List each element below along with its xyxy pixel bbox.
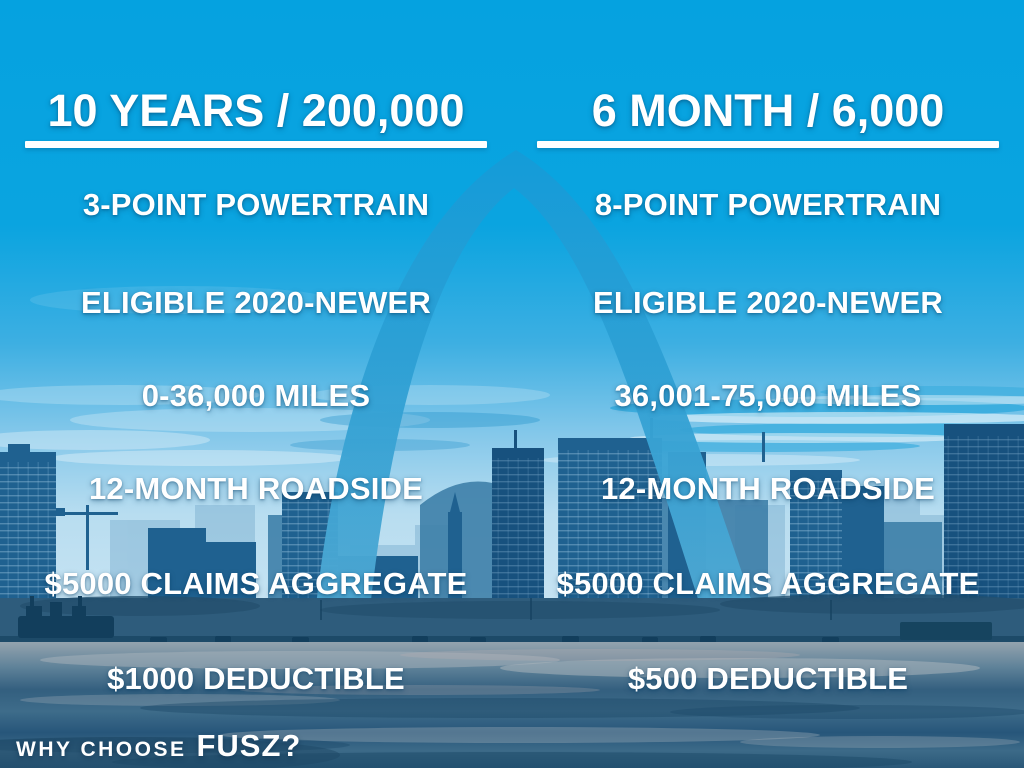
plan-feature: $1000 DEDUCTIBLE [107, 661, 405, 696]
plan-feature: 0-36,000 MILES [141, 378, 371, 413]
plan-feature: 12-MONTH ROADSIDE [88, 471, 424, 506]
tagline [16, 728, 301, 764]
plan-column-6-month [512, 0, 1024, 768]
brand-name: FUSZ? [196, 728, 302, 763]
plan-feature: 3-POINT POWERTRAIN [82, 187, 430, 222]
plan-feature: $500 DEDUCTIBLE [627, 661, 909, 696]
plan-feature: ELIGIBLE 2020-NEWER [592, 285, 944, 320]
plan-title-10-years: 10 YEARS / 200,000 [47, 85, 465, 136]
plan-feature: 8-POINT POWERTRAIN [594, 187, 942, 222]
plan-feature: 12-MONTH ROADSIDE [600, 471, 936, 506]
plan-feature: $5000 CLAIMS AGGREGATE [44, 566, 468, 601]
title-underline-right [537, 141, 999, 148]
plan-title-6-month: 6 MONTH / 6,000 [591, 85, 945, 136]
tagline-prefix: WHY CHOOSE [16, 738, 187, 761]
plan-feature: $5000 CLAIMS AGGREGATE [556, 566, 980, 601]
plan-feature: ELIGIBLE 2020-NEWER [80, 285, 432, 320]
title-underline-left [25, 141, 487, 148]
plan-feature: 36,001-75,000 MILES [614, 378, 922, 413]
